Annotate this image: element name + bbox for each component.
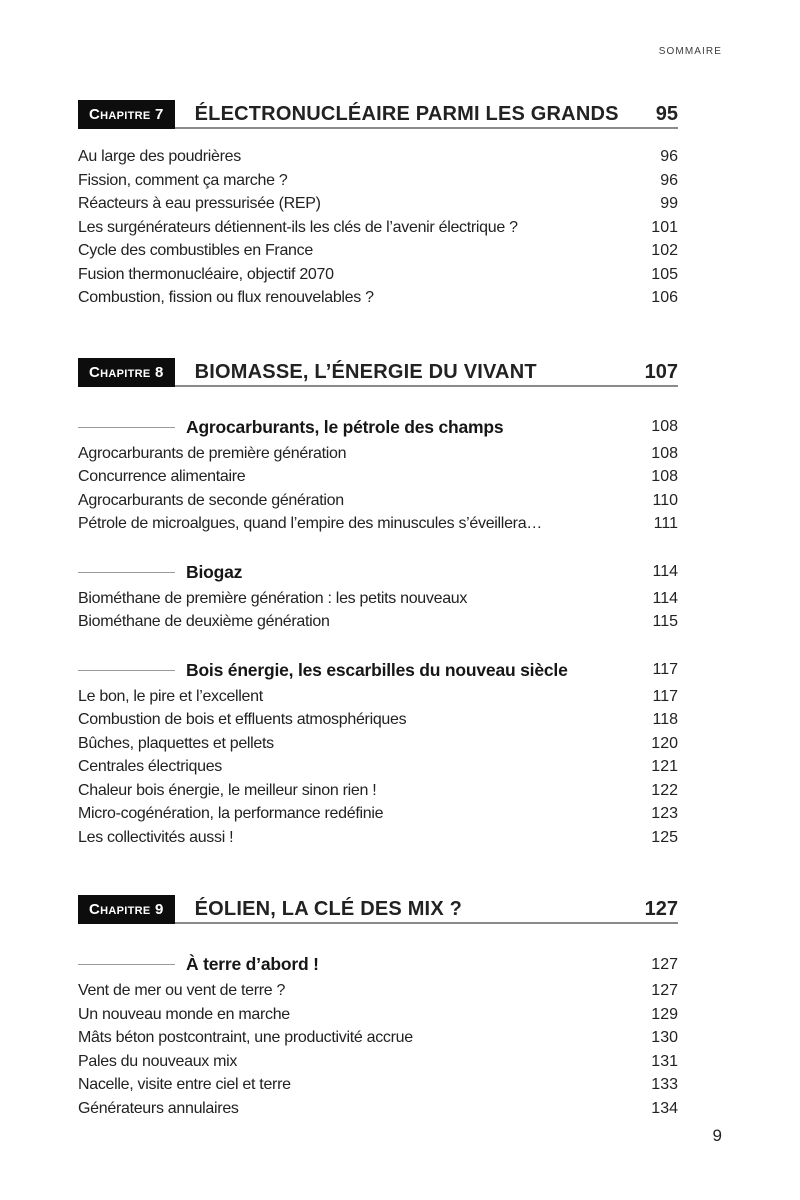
entry-title: Biométhane de première génération : les petits nouveaux — [78, 589, 468, 607]
section-title: Agrocarburants, le pétrole des champs — [186, 416, 504, 437]
chapter-7-badge: Chapitre 7 — [78, 100, 175, 129]
entry-title: Centrales électriques — [78, 758, 222, 775]
table-of-contents — [78, 0, 678, 1120]
toc-entry — [78, 587, 678, 611]
entry-page: 102 — [651, 242, 678, 259]
section-bois-energie — [78, 656, 678, 685]
entry-title: Cycle des combustibles en France — [78, 242, 313, 259]
toc-entry — [78, 979, 678, 1003]
entry-title: Mâts béton postcontraint, une productivité accrue — [78, 1029, 413, 1046]
section-page: 108 — [651, 418, 678, 435]
toc-entry — [78, 169, 678, 193]
section-dash — [78, 572, 175, 573]
section-biogaz — [78, 558, 678, 587]
toc-entry — [78, 286, 678, 310]
entry-page: 129 — [651, 1005, 678, 1023]
entry-title: Pales du nouveaux mix — [78, 1052, 238, 1070]
running-head: SOMMAIRE — [658, 46, 722, 57]
page-number: 9 — [712, 1126, 722, 1145]
chapter-9-page: 127 — [644, 898, 678, 920]
entry-page: 110 — [652, 491, 678, 509]
entry-title: Un nouveau monde en marche — [78, 1005, 290, 1023]
section-page: 117 — [652, 661, 678, 678]
toc-entry — [78, 1073, 678, 1097]
entry-page: 130 — [651, 1029, 678, 1046]
toc-entry — [78, 216, 678, 240]
toc-entry — [78, 779, 678, 803]
entry-title: Vent de mer ou vent de terre ? — [78, 982, 286, 999]
entry-title: Combustion, fission ou flux renouvelables ? — [78, 289, 374, 306]
section-dash — [78, 427, 175, 428]
toc-entry — [78, 755, 678, 779]
section-title: Biogaz — [186, 561, 243, 582]
toc-entry — [78, 192, 678, 216]
section-title: Bois énergie, les escarbilles du nouveau siècle — [186, 659, 568, 680]
entry-title: Concurrence alimentaire — [78, 468, 246, 485]
toc-entry — [78, 1003, 678, 1027]
chapter-8-title: BIOMASSE, L’ÉNERGIE DU VIVANT — [194, 360, 537, 383]
toc-entry — [78, 1097, 678, 1121]
chapter-9-badge: Chapitre 9 — [78, 895, 175, 924]
entry-page: 105 — [651, 265, 678, 283]
entry-page: 123 — [651, 805, 678, 822]
entry-page: 121 — [651, 758, 678, 775]
entry-title: Nacelle, visite entre ciel et terre — [78, 1076, 291, 1093]
entry-title: Agrocarburants de première génération — [78, 444, 347, 462]
entry-page: 106 — [651, 289, 678, 306]
entry-page: 122 — [651, 781, 678, 799]
section-bois-energie-entries — [78, 685, 678, 850]
section-agrocarburants — [78, 413, 678, 442]
entry-page: 120 — [651, 734, 678, 752]
entry-title: Réacteurs à eau pressurisée (REP) — [78, 195, 321, 212]
entry-page: 118 — [652, 711, 678, 728]
toc-entry — [78, 239, 678, 263]
entry-title: Combustion de bois et effluents atmosphériques — [78, 711, 407, 728]
toc-entry — [78, 465, 678, 489]
section-page: 114 — [652, 563, 678, 580]
entry-page: 96 — [660, 171, 678, 189]
toc-entry — [78, 263, 678, 287]
section-a-terre-dabord — [78, 950, 678, 979]
toc-entry — [78, 1026, 678, 1050]
section-title: À terre d’abord ! — [186, 954, 319, 974]
chapter-7-page: 95 — [655, 103, 678, 125]
entry-title: Les collectivités aussi ! — [78, 828, 234, 846]
entry-title: Les surgénérateurs détiennent-ils les clés de l’avenir électrique ? — [78, 218, 518, 236]
entry-page: 133 — [651, 1076, 678, 1093]
entry-title: Agrocarburants de seconde génération — [78, 491, 344, 509]
entry-page: 115 — [652, 613, 678, 630]
entry-page: 134 — [651, 1099, 678, 1117]
entry-title: Fission, comment ça marche ? — [78, 171, 288, 189]
chapter-7-title: ÉLECTRONUCLÉAIRE PARMI LES GRANDS — [194, 103, 619, 125]
section-dash — [78, 964, 175, 965]
entry-page: 131 — [651, 1052, 678, 1070]
entry-title: Biométhane de deuxième génération — [78, 613, 330, 630]
chapter-8-page: 107 — [644, 360, 678, 383]
toc-entry — [78, 802, 678, 826]
chapter-7-header — [78, 100, 678, 129]
entry-title: Fusion thermonucléaire, objectif 2070 — [78, 265, 334, 283]
section-biogaz-entries — [78, 587, 678, 634]
toc-entry — [78, 145, 678, 169]
toc-entry — [78, 489, 678, 513]
toc-entry — [78, 442, 678, 466]
section-agrocarburants-entries — [78, 442, 678, 536]
entry-title: Au large des poudrières — [78, 148, 241, 165]
chapter-7-entries — [78, 145, 678, 310]
toc-entry — [78, 826, 678, 850]
toc-entry — [78, 610, 678, 634]
chapter-9-title: ÉOLIEN, LA CLÉ DES MIX ? — [194, 898, 463, 920]
toc-entry — [78, 512, 678, 536]
section-page: 127 — [651, 955, 678, 973]
entry-title: Micro-cogénération, la performance redéfinie — [78, 805, 384, 822]
section-a-terre-dabord-entries — [78, 979, 678, 1120]
entry-title: Pétrole de microalgues, quand l’empire des minuscules s’éveillera… — [78, 515, 542, 532]
entry-page: 114 — [652, 589, 678, 607]
entry-page: 101 — [651, 218, 678, 236]
entry-title: Bûches, plaquettes et pellets — [78, 734, 274, 752]
entry-page: 127 — [651, 982, 678, 999]
entry-title: Chaleur bois énergie, le meilleur sinon rien ! — [78, 781, 377, 799]
entry-page: 111 — [653, 515, 678, 532]
entry-page: 108 — [651, 468, 678, 485]
section-dash — [78, 670, 175, 671]
chapter-8-header — [78, 358, 678, 387]
chapter-8-badge: Chapitre 8 — [78, 358, 175, 387]
toc-entry — [78, 1050, 678, 1074]
entry-page: 108 — [651, 444, 678, 462]
entry-page: 117 — [652, 687, 678, 705]
chapter-9-header — [78, 895, 678, 924]
toc-entry — [78, 685, 678, 709]
entry-page: 99 — [660, 195, 678, 212]
entry-page: 96 — [660, 148, 678, 165]
entry-title: Générateurs annulaires — [78, 1099, 239, 1117]
toc-entry — [78, 732, 678, 756]
toc-entry — [78, 708, 678, 732]
entry-title: Le bon, le pire et l’excellent — [78, 687, 263, 705]
entry-page: 125 — [651, 828, 678, 846]
